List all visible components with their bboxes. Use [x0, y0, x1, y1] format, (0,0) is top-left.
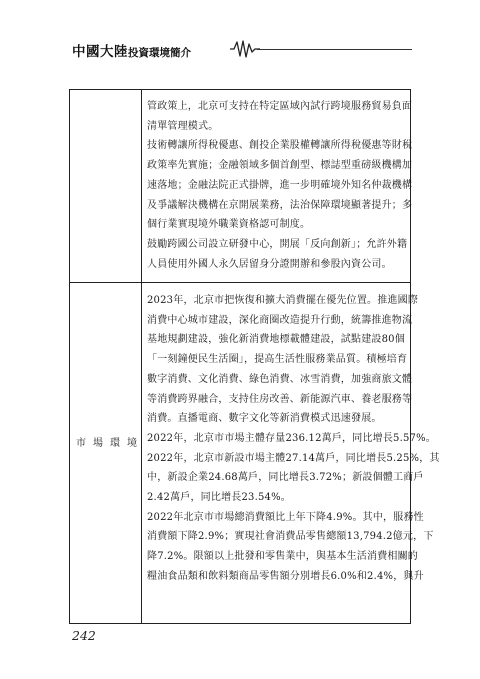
text-line: 2022年，北京市市場主體存量236.12萬戶，同比增長5.57%。: [147, 432, 437, 444]
header-title: [72, 40, 191, 60]
text-line: 2022年，北京市新設市場主體27.14萬戶，同比增長5.25%，其: [147, 452, 440, 464]
text-line: 管政策上，北京可支持在特定區域內試行跨境服務貿易負面: [147, 101, 413, 112]
text-line: 基地規劃建設，強化新消費地標載體建設，試點建設80個: [147, 334, 405, 346]
row-divider: [69, 282, 411, 283]
text-line: 降7.2%。限額以上批發和零售業中，與基本生活消費相關的: [147, 551, 419, 563]
text-line: 數字消費、文化消費、綠色消費、冰雪消費，加強商旅文體: [147, 373, 413, 385]
text-line: 等消費跨界融合，支持住房改善、新能源汽車、養老服務等: [147, 393, 413, 405]
text-line: 清單管理模式。: [147, 120, 219, 132]
text-line: 政策率先實施；金融領域多個首創型、標誌型重磅級機構加: [147, 160, 413, 172]
text-line: 中，新設企業24.68萬戶，同比增長3.72%；新設個體工商戶: [147, 472, 424, 484]
text-line: 2022年北京市市場總消費額比上年下降4.9%。其中，服務性: [147, 511, 424, 523]
column-divider: [141, 89, 142, 624]
heartbeat-wave-icon: [230, 38, 260, 60]
header-title-main: 中國大陸: [72, 44, 128, 60]
header-title-sub: 投資環境簡介: [128, 47, 191, 59]
text-line: 技術轉讓所得稅優惠、創投企業股權轉讓所得稅優惠等財稅: [147, 140, 413, 152]
text-line: 消費。直播電商、數字文化等新消費模式迅速發展。: [147, 413, 382, 425]
header-rule: [257, 49, 412, 50]
text-line: 「一刻鐘便民生活圈」，提高生活性服務業品質。積極培育: [147, 354, 408, 366]
text-line: 2023年，北京市把恢復和擴大消費擺在優先位置。推進國際: [147, 295, 419, 306]
text-line: 及爭議解決機構在京開展業務，法治保障環境顯著提升；多: [147, 199, 413, 211]
text-line: 消費額下降2.9%；實現社會消費品零售總額13,794.2億元，下: [147, 531, 434, 543]
text-line: 鼓勵跨國公司設立研發中心，開展「反向創新」；允許外籍: [147, 238, 408, 250]
row2-content: [147, 291, 440, 587]
row2-label: 市場環境: [76, 438, 144, 449]
row1-content: [147, 97, 413, 274]
text-line: 速落地；金融法院正式掛牌，進一步明確境外知名仲裁機構: [147, 179, 413, 191]
running-header: [72, 38, 412, 60]
text-line: 個行業實現境外職業資格認可制度。: [147, 219, 311, 231]
text-line: 糧油食品類和飲料類商品零售額分別增長6.0%和2.4%，與升: [147, 570, 424, 582]
text-line: 消費中心城市建設，深化商圈改造提升行動，統籌推進物流: [147, 314, 413, 326]
page-number: 242: [72, 628, 96, 643]
content-table: [69, 89, 440, 624]
text-line: 人員使用外國人永久居留身分證開辦和參股內資公司。: [147, 258, 392, 270]
text-line: 2.42萬戶，同比增長23.54%。: [147, 492, 291, 504]
